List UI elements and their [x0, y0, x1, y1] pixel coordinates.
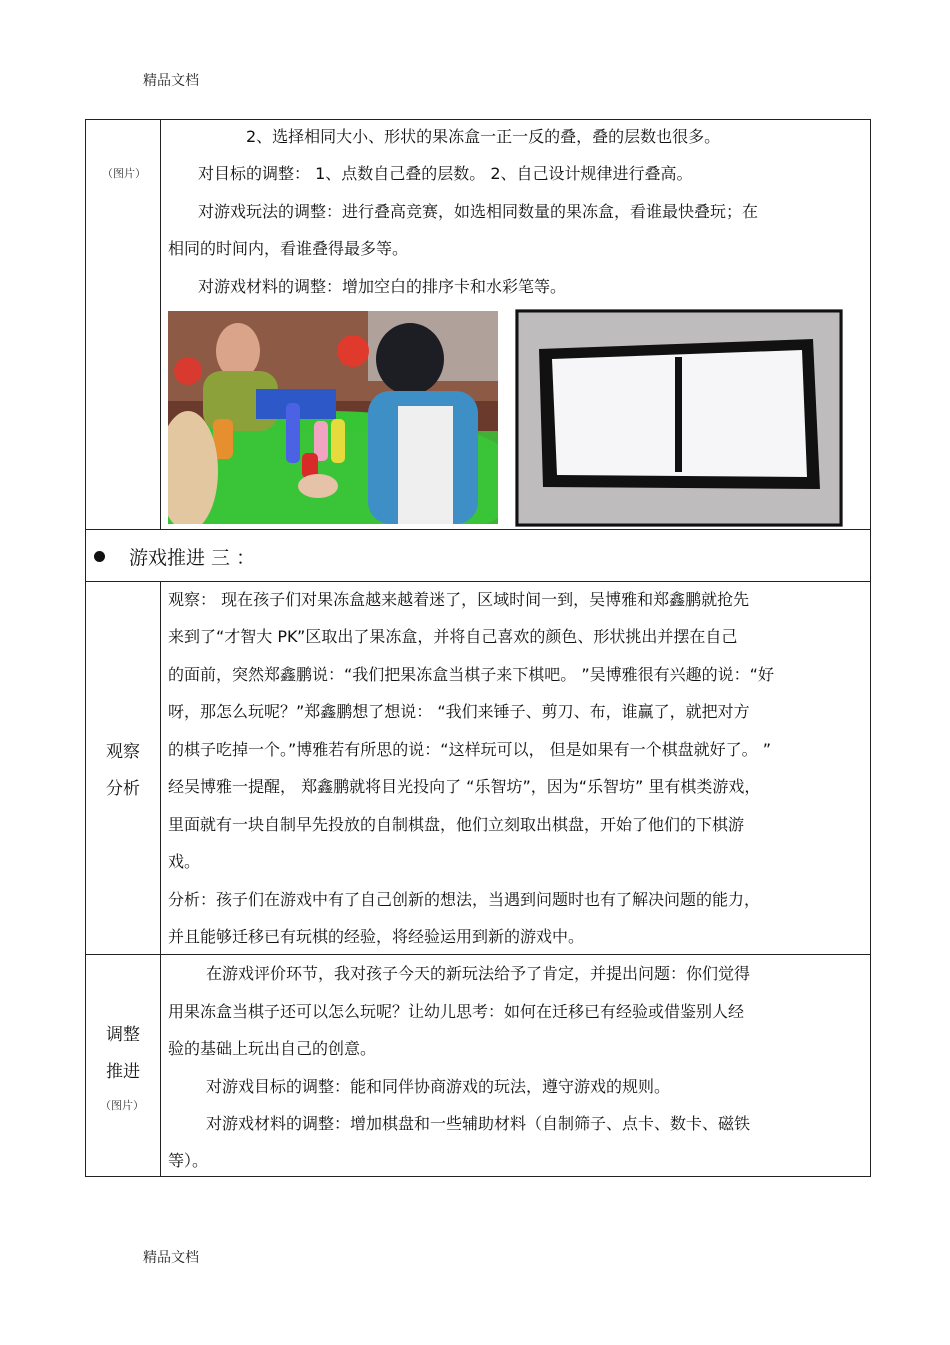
section4-line: 对游戏目标的调整：能和同伴协商游戏的玩法，遵守游戏的规则。: [206, 1077, 671, 1096]
footer-watermark: 精品文档: [143, 1250, 199, 1266]
section3-line: 的棋子吃掉一个。”博雅若有所思的说：“这样玩可以， 但是如果有一个棋盘就好了。 ”: [168, 740, 772, 759]
section4-line: 等）。: [168, 1151, 209, 1170]
section3-line: 的面前，突然郑鑫鹏说：“我们把果冻盒当棋子来下棋吧。 ”吴博雅很有兴趣的说：“好: [168, 665, 774, 684]
section4-line: 用果冻盒当棋子还可以怎么玩呢？让幼儿思考：如何在迁移已有经验或借鉴别人经: [168, 1002, 745, 1021]
section3-line: 里面就有一块自制早先投放的自制棋盘，他们立刻取出棋盘，开始了他们的下棋游: [168, 815, 745, 834]
row-divider: [86, 529, 870, 530]
section-heading: 游戏推进 三 ：: [129, 547, 256, 569]
section3-line: 经吴博雅一提醒， 郑鑫鹏就将目光投向了 “乐智坊”，因为“乐智坊” 里有棋类游戏，: [168, 777, 761, 796]
section3-line: 戏。: [168, 852, 201, 871]
section4-line: 在游戏评价环节，我对孩子今天的新玩法给予了肯定，并提出问题：你们觉得: [206, 964, 751, 983]
advance-label: 推进: [106, 1062, 140, 1082]
header-watermark: 精品文档: [143, 73, 199, 89]
column-divider: [160, 120, 161, 529]
section1-line: 2、选择相同大小、形状的果冻盒一正一反的叠，叠的层数也很多。: [246, 127, 721, 146]
section1-line: 相同的时间内，看谁叠得最多等。: [168, 239, 409, 258]
column-divider: [160, 581, 161, 1177]
section1-line: 对游戏材料的调整：增加空白的排序卡和水彩笔等。: [198, 277, 567, 296]
section3-line: 观察： 现在孩子们对果冻盒越来越着迷了，区域时间一到，吴博雅和郑鑫鹏就抢先: [168, 590, 750, 609]
section4-line: 对游戏材料的调整：增加棋盘和一些辅助材料（自制筛子、点卡、数卡、磁铁: [206, 1114, 751, 1133]
section3-line: 来到了“才智大 PK”区取出了果冻盒，并将自己喜欢的颜色、形状挑出并摆在自己: [168, 627, 738, 646]
observe-label: 观察: [106, 742, 140, 762]
children-stacking-photo: [168, 311, 498, 524]
section3-line: 呀，那怎么玩呢？”郑鑫鹏想了想说： “我们来锤子、剪刀、布，谁赢了，就把对方: [168, 702, 750, 721]
section4-line: 验的基础上玩出自己的创意。: [168, 1039, 377, 1058]
analyze-label: 分析: [106, 779, 140, 799]
record-table: [85, 119, 871, 1177]
bullet-icon: [94, 551, 105, 562]
section1-line: 对游戏玩法的调整：进行叠高竞赛，如选相同数量的果冻盒，看谁最快叠玩；在: [198, 202, 759, 221]
section3-line: 并且能够迁移已有玩棋的经验，将经验运用到新的游戏中。: [168, 927, 585, 946]
adjust-label: 调整: [106, 1025, 140, 1045]
blank-sorting-card-photo: [515, 309, 843, 527]
section1-line: 对目标的调整： 1、点数自己叠的层数。 2、自己设计规律进行叠高。: [198, 164, 693, 183]
picture-label: （图片）: [102, 167, 146, 180]
picture-label: （图片）: [100, 1099, 144, 1112]
section3-line: 分析：孩子们在游戏中有了自己创新的想法，当遇到问题时也有了解决问题的能力，: [168, 890, 761, 909]
